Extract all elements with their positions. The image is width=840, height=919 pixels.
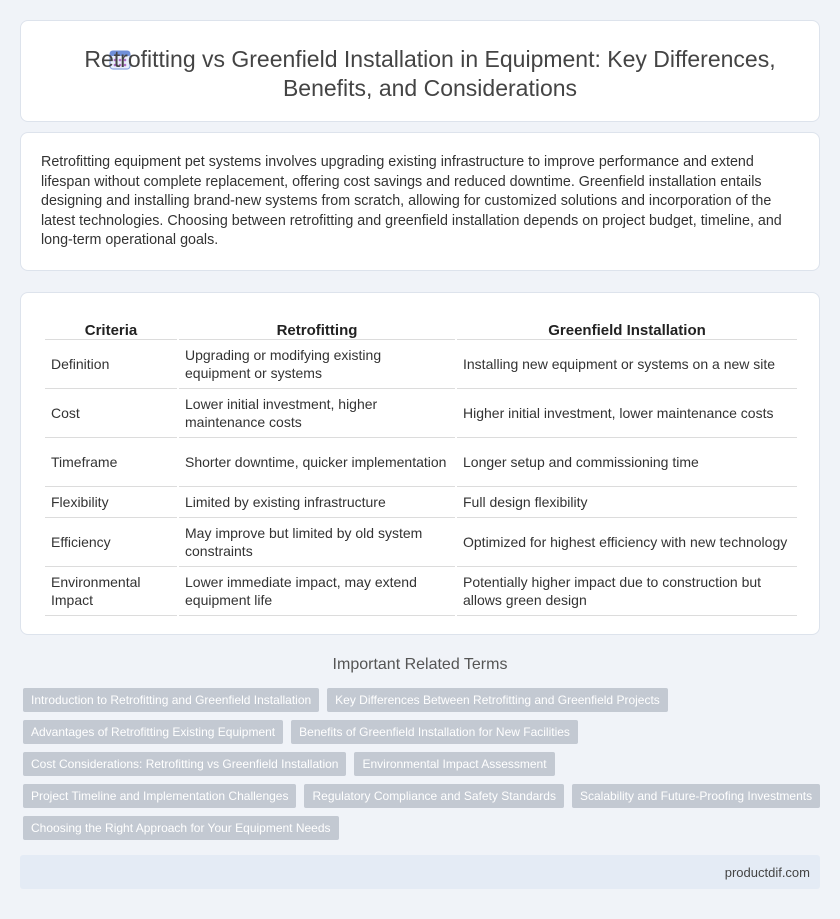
related-term-tag[interactable]: Scalability and Future-Proofing Investments [572,784,820,808]
table-cell: Installing new equipment or systems on a new site [457,340,797,389]
related-term-tag[interactable]: Regulatory Compliance and Safety Standards [304,784,563,808]
table-cell: Upgrading or modifying existing equipment or systems [179,340,455,389]
table-cell: Lower immediate impact, may extend equipment life [179,567,455,616]
table-cell: Optimized for highest efficiency with new technology [457,518,797,567]
related-term-tag[interactable]: Benefits of Greenfield Installation for New Facilities [291,720,578,744]
table-cell: Environmental Impact [45,567,177,616]
title-card [20,20,820,122]
related-term-tag[interactable]: Choosing the Right Approach for Your Equipment Needs [23,816,339,840]
table-cell: Definition [45,340,177,389]
comparison-table [43,313,799,616]
table-cell: Shorter downtime, quicker implementation [179,438,455,487]
table-row [45,340,797,389]
intro-paragraph: Retrofitting equipment pet systems involves upgrading existing infrastructure to improve performance and extend lifespan without complete replacement, offering cost savings and reduced downtime. Greenfield installation entails designing and installing brand-new systems from scratch, allowing for customized solutions and incorporation of the latest technologies. Choosing between retrofitting and greenfield installation depends on project budget, timeline, and long-term operational goals. [41,154,782,249]
related-terms-title: Important Related Terms [332,656,508,673]
table-row [45,487,797,518]
related-term-tag[interactable]: Environmental Impact Assessment [354,752,554,776]
table-cell: Longer setup and commissioning time [457,438,797,487]
table-cell: Potentially higher impact due to construction but allows green design [457,567,797,616]
related-terms-list [23,688,823,848]
table-cell: Cost [45,389,177,438]
comparison-card [20,292,820,635]
table-cell: Lower initial investment, higher maintenance costs [179,389,455,438]
table-header-row [45,313,797,340]
table-row [45,567,797,616]
page-title: Retrofitting vs Greenfield Installation in Equipment: Key Differences, Benefits, and Considerations [84,46,776,101]
table-row [45,389,797,438]
related-term-tag[interactable]: Advantages of Retrofitting Existing Equipment [23,720,283,744]
table-row [45,518,797,567]
site-link[interactable]: productdif.com [724,865,810,880]
table-cell: May improve but limited by old system constraints [179,518,455,567]
related-term-tag[interactable]: Key Differences Between Retrofitting and Greenfield Projects [327,688,668,712]
related-term-tag[interactable]: Project Timeline and Implementation Challenges [23,784,296,808]
table-cell: Full design flexibility [457,487,797,518]
table-cell: Timeframe [45,438,177,487]
header-greenfield: Greenfield Installation [457,313,797,340]
header-criteria: Criteria [45,313,177,340]
header-retrofitting: Retrofitting [179,313,455,340]
table-cell: Limited by existing infrastructure [179,487,455,518]
footer [20,855,820,889]
related-term-tag[interactable]: Cost Considerations: Retrofitting vs Greenfield Installation [23,752,346,776]
table-cell: Efficiency [45,518,177,567]
table-cell: Flexibility [45,487,177,518]
intro-card [20,132,820,271]
table-row [45,438,797,487]
table-cell: Higher initial investment, lower maintenance costs [457,389,797,438]
related-term-tag[interactable]: Introduction to Retrofitting and Greenfield Installation [23,688,319,712]
